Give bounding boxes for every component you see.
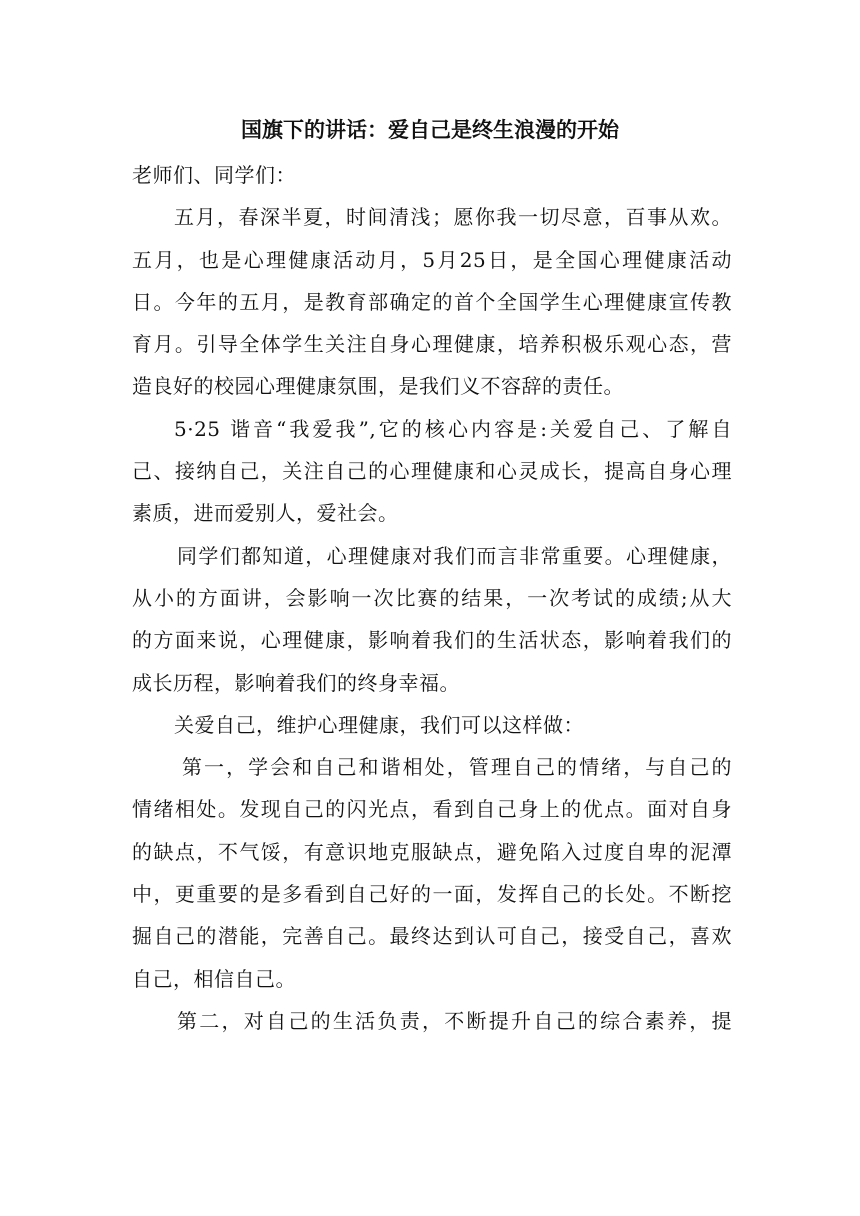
text-line: 五月，春深半夏，时间清浅；愿你我一切尽意，百事从欢。 xyxy=(174,205,732,230)
document-body xyxy=(132,154,732,1042)
text-line: 中，更重要的是多看到自己好的一面，发挥自己的长处。不断挖 xyxy=(132,882,732,907)
text-line: 己、接纳自己，关注自己的心理健康和心灵成长，提高自身心理 xyxy=(132,459,732,484)
text-line: 掘自己的潜能，完善自己。最终达到认可自己，接受自己，喜欢 xyxy=(132,924,732,949)
text-line: 第一，学会和自己和谐相处，管理自己的情绪，与自己的 xyxy=(182,755,732,780)
text-line: 的缺点，不气馁，有意识地克服缺点，避免陷入过度自卑的泥潭 xyxy=(132,839,732,864)
paragraph-how xyxy=(132,704,732,746)
paragraph-first xyxy=(132,746,732,1000)
text-line: 关爱自己，维护心理健康，我们可以这样做： xyxy=(174,712,584,737)
text-line: 老师们、同学们： xyxy=(132,163,296,187)
paragraph-may xyxy=(132,196,732,407)
text-line: 五月，也是心理健康活动月，5月25日，是全国心理健康活动 xyxy=(132,247,732,272)
paragraph-525 xyxy=(132,408,732,535)
text-line: 素质，进而爱别人，爱社会。 xyxy=(132,501,399,526)
text-line: 情绪相处。发现自己的闪光点，看到自己身上的优点。面对自身 xyxy=(132,797,732,822)
text-line: 自己，相信自己。 xyxy=(132,966,296,991)
text-line: 同学们都知道，心理健康对我们而言非常重要。心理健康， xyxy=(177,543,732,568)
text-line: 造良好的校园心理健康氛围，是我们义不容辞的责任。 xyxy=(132,374,624,399)
text-line: 从小的方面讲，会影响一次比赛的结果，一次考试的成绩;从大 xyxy=(132,585,732,610)
text-line: 第二，对自己的生活负责，不断提升自己的综合素养，提 xyxy=(177,1008,732,1033)
salutation-paragraph xyxy=(132,154,732,196)
text-line: 成长历程，影响着我们的终身幸福。 xyxy=(132,670,460,695)
text-line: 5·25 谐音“我爱我”,它的核心内容是:关爱自己、了解自 xyxy=(174,416,732,441)
paragraph-importance xyxy=(132,535,732,704)
document-title: 国旗下的讲话：爱自己是终生浪漫的开始 xyxy=(241,117,619,142)
text-line: 的方面来说，心理健康，影响着我们的生活状态，影响着我们的 xyxy=(132,628,732,653)
text-line: 育月。引导全体学生关注自身心理健康，培养积极乐观心态，营 xyxy=(132,332,732,357)
paragraph-second xyxy=(132,1000,732,1042)
text-line: 日。今年的五月，是教育部确定的首个全国学生心理健康宣传教 xyxy=(132,289,732,314)
